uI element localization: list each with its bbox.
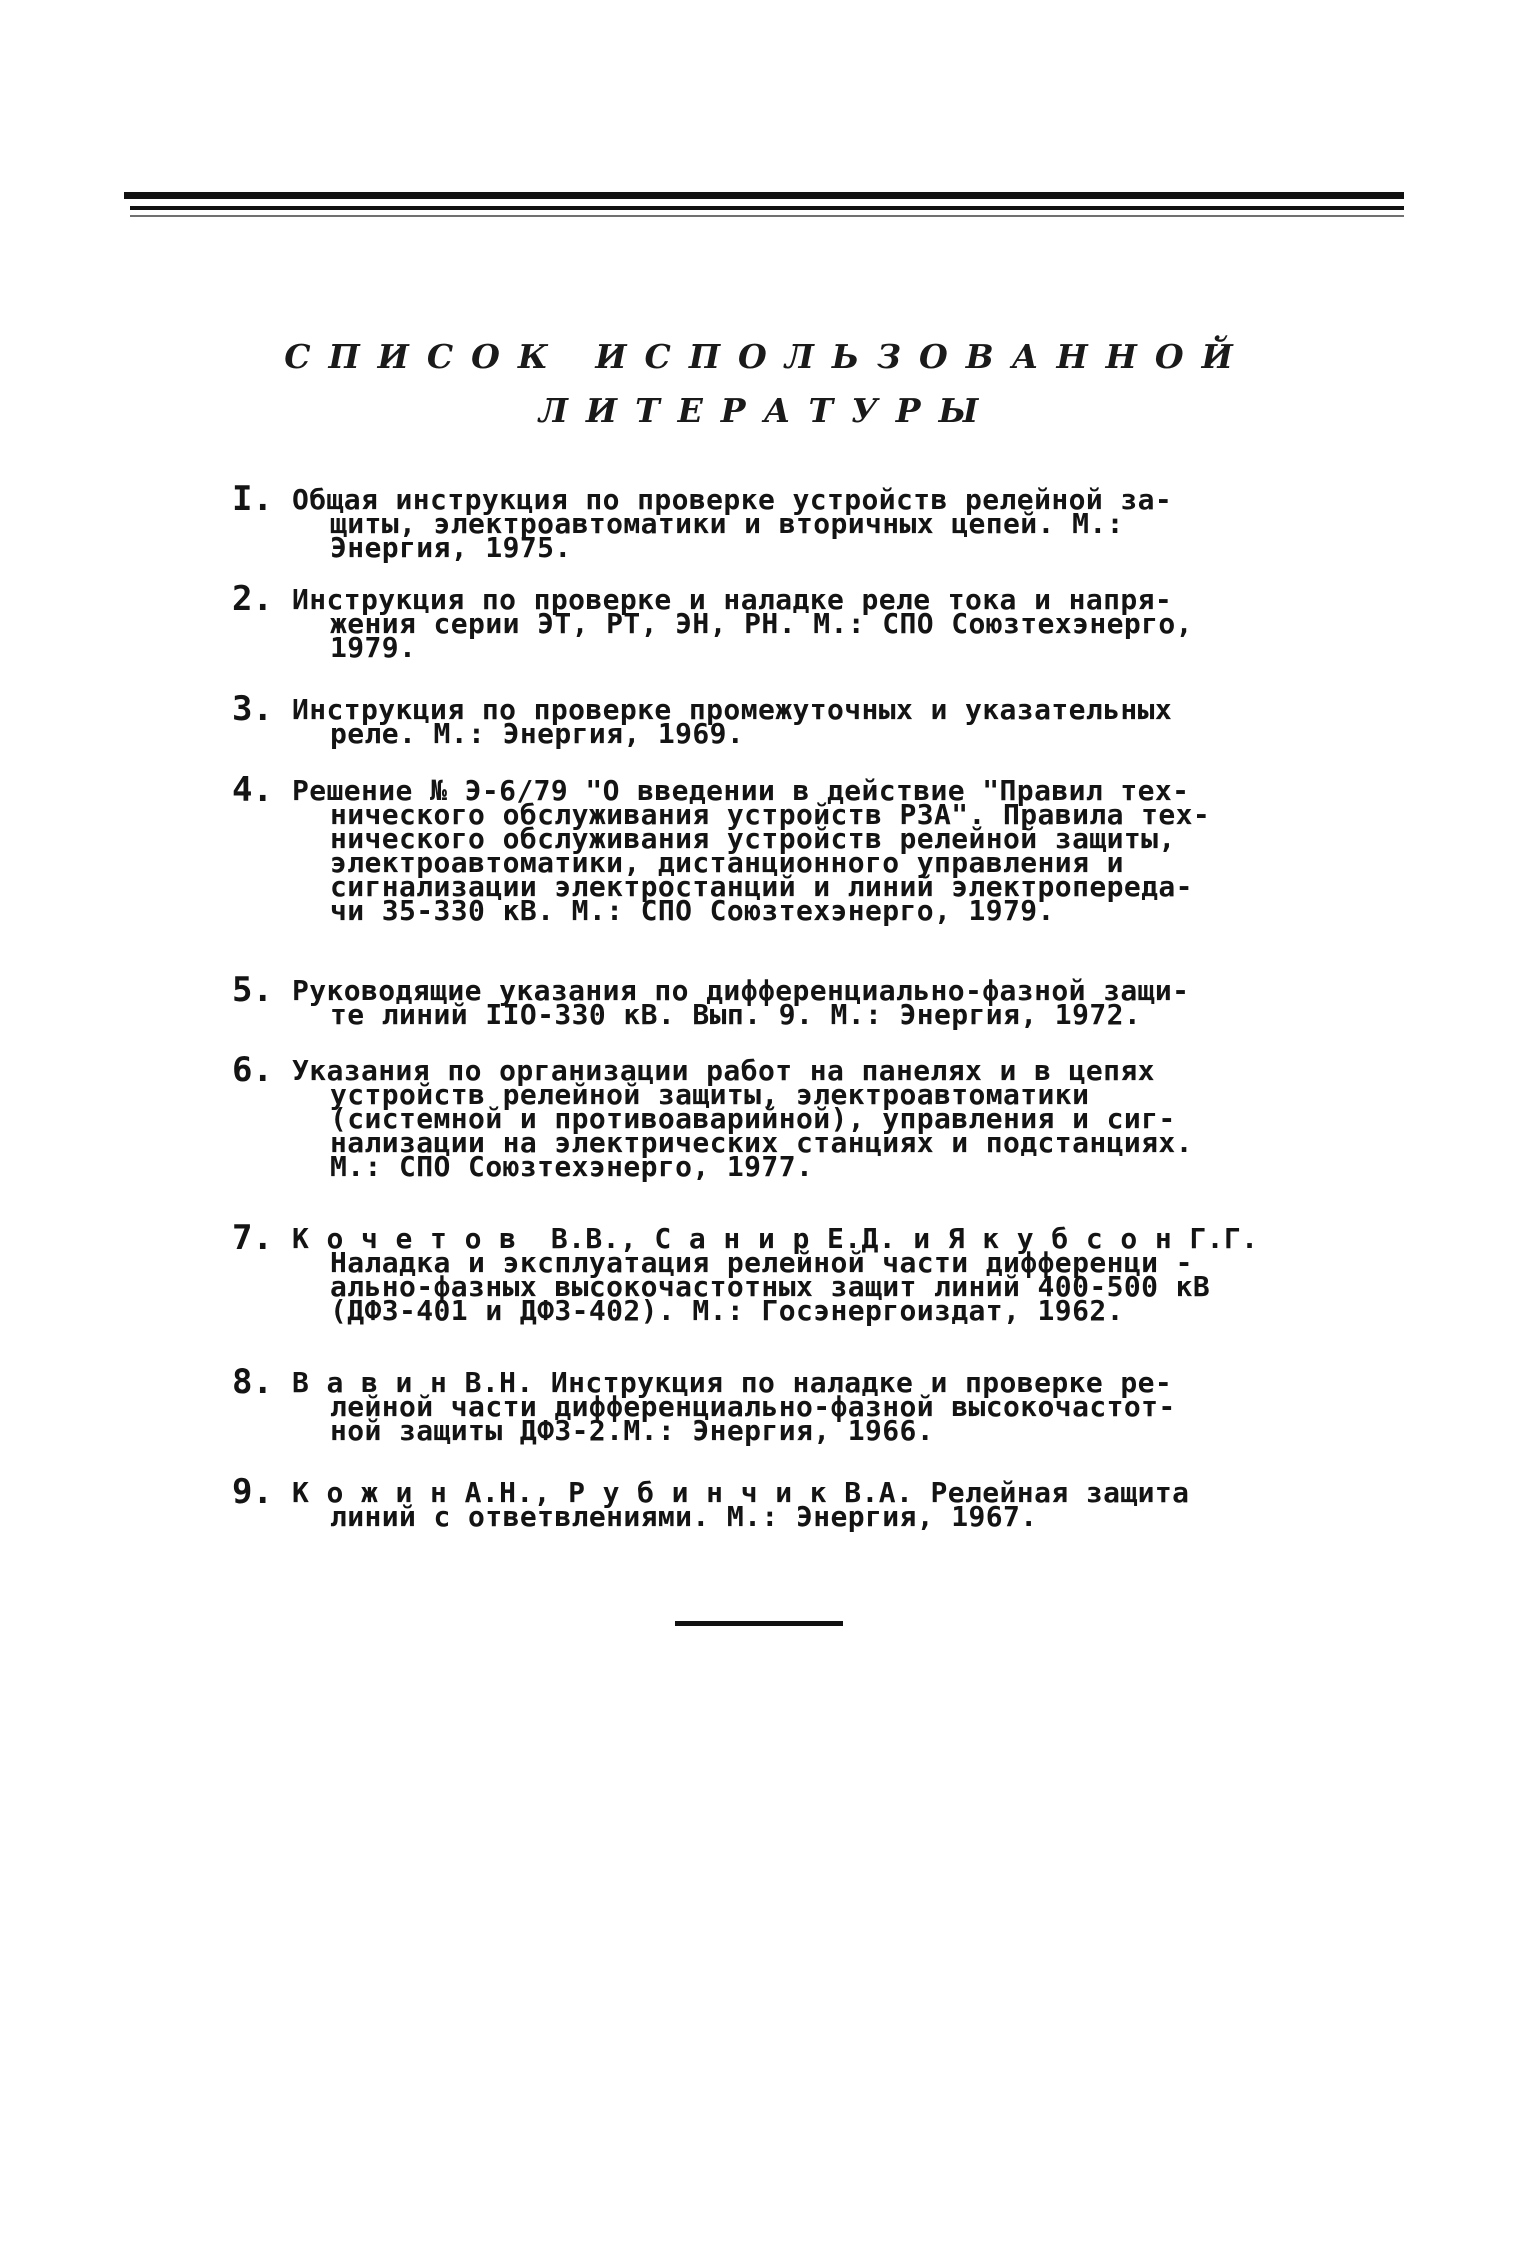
reference-text-line: Общая инструкция по проверке устройств релейной за-: [292, 483, 1173, 516]
reference-number: 6.: [232, 1050, 273, 1090]
end-rule: [675, 1621, 843, 1626]
reference-text-line: Инструкция по проверке и наладке реле тока и напря-: [292, 583, 1173, 616]
reference-number: 5.: [232, 970, 273, 1010]
reference-text-line: щиты, электроавтоматики и вторичных цепей. М.:: [330, 507, 1124, 540]
reference-text-line: Наладка и эксплуатация релейной части дифференци -: [330, 1246, 1193, 1279]
top-rule-thick: [124, 192, 1404, 199]
reference-text-line: нического обслуживания устройств РЗА". Правила тех-: [330, 798, 1211, 831]
reference-text-line: чи 35-330 кВ. М.: СПО Союзтехэнерго, 1979.: [330, 894, 1055, 927]
page-title-line1: СПИСОК ИСПОЛЬЗОВАННОЙ: [284, 337, 1251, 376]
reference-number: 4.: [232, 770, 273, 810]
reference-text-line: Энергия, 1975.: [330, 531, 572, 564]
reference-number: 3.: [232, 689, 273, 729]
reference-text-line: лейной части дифференциально-фазной высокочастот-: [330, 1390, 1176, 1423]
top-rule-thin: [130, 206, 1404, 210]
reference-text-line: электроавтоматики, дистанционного управления и: [330, 846, 1124, 879]
reference-number: 9.: [232, 1472, 273, 1512]
reference-number: I.: [232, 479, 273, 519]
reference-text-line: (ДФЗ-401 и ДФЗ-402). М.: Госэнергоиздат, 1962.: [330, 1294, 1124, 1327]
reference-number: 2.: [232, 579, 273, 619]
reference-text-line: нического обслуживания устройств релейной защиты,: [330, 822, 1176, 855]
reference-text-line: устройств релейной защиты, электроавтоматики: [330, 1078, 1090, 1111]
reference-number: 7.: [232, 1218, 273, 1258]
reference-text-line: Указания по организации работ на панелях и в цепях: [292, 1054, 1155, 1087]
reference-text-line: К о ч е т о в В.В., С а н и р Е.Д. и Я к у б с о н Г.Г.: [292, 1222, 1259, 1255]
reference-text-line: К о ж и н А.Н., Р у б и н ч и к В.А. Релейная защита: [292, 1476, 1190, 1509]
reference-text-line: Инструкция по проверке промежуточных и указательных: [292, 693, 1173, 726]
reference-text-line: линий с ответвлениями. М.: Энергия, 1967.: [330, 1500, 1038, 1533]
reference-text-line: ной защиты ДФЗ-2.М.: Энергия, 1966.: [330, 1414, 935, 1447]
reference-text-line: М.: СПО Союзтехэнерго, 1977.: [330, 1150, 814, 1183]
top-rule-faint: [130, 215, 1404, 217]
reference-number: 8.: [232, 1362, 273, 1402]
reference-text-line: реле. М.: Энергия, 1969.: [330, 717, 745, 750]
reference-text-line: сигнализации электростанций и линий электропереда-: [330, 870, 1193, 903]
reference-text-line: (системной и противоаварийной), управления и сиг-: [330, 1102, 1176, 1135]
reference-text-line: те линий IIО-330 кВ. Вып. 9. М.: Энергия, 1972.: [330, 998, 1142, 1031]
reference-text-line: Решение № Э-6/79 "О введении в действие "Правил тех-: [292, 774, 1190, 807]
page-title-line2: ЛИТЕРАТУРЫ: [538, 391, 997, 430]
reference-text-line: 1979.: [330, 631, 417, 664]
reference-text-line: ально-фазных высокочастотных защит линий 400-500 кВ: [330, 1270, 1211, 1303]
reference-text-line: В а в и н В.Н. Инструкция по наладке и проверке ре-: [292, 1366, 1173, 1399]
reference-text-line: Руководящие указания по дифференциально-фазной защи-: [292, 974, 1190, 1007]
reference-text-line: нализации на электрических станциях и подстанциях.: [330, 1126, 1193, 1159]
reference-text-line: жения серии ЭТ, РТ, ЭН, РН. М.: СПО Союзтехэнерго,: [330, 607, 1193, 640]
